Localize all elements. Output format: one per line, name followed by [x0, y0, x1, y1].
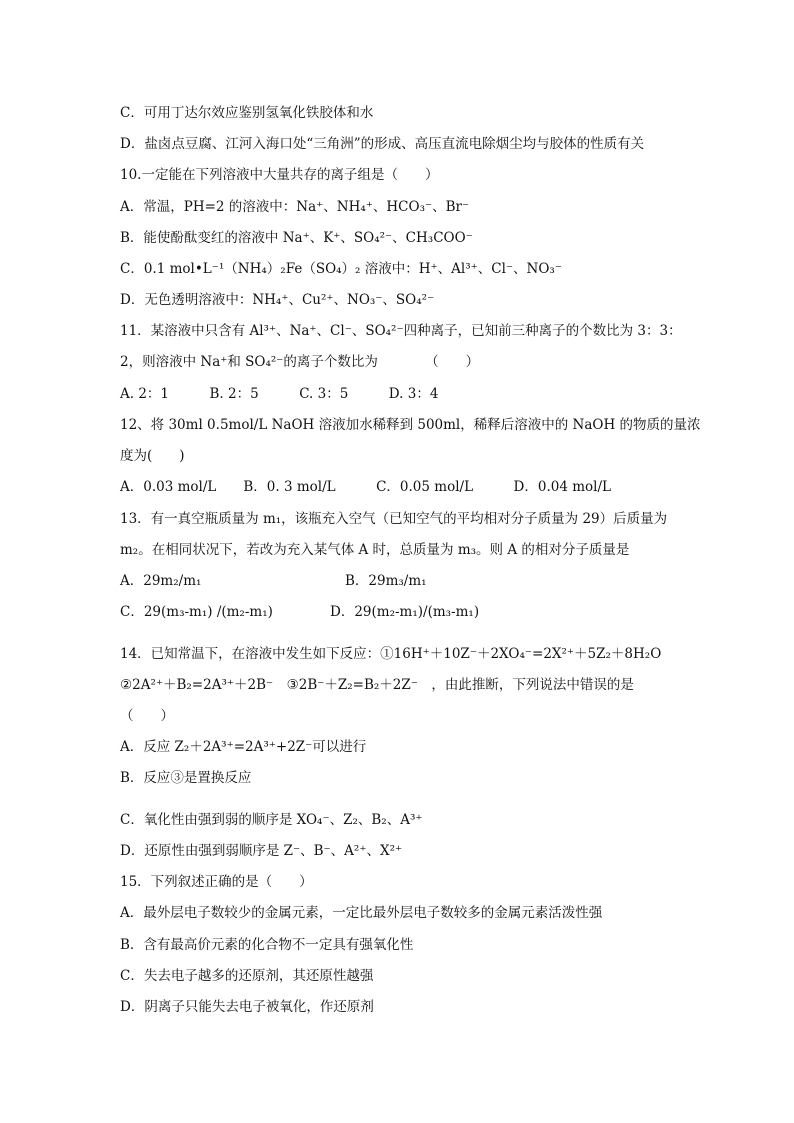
q15-option-c: C．失去电子越多的还原剂，其还原性越强 — [120, 968, 374, 984]
q11-stem-line1: 11．某溶液中只含有 Al³⁺、Na⁺、Cl⁻、SO₄²⁻四种离子，已知前三种离子的个数比为 3：3： — [120, 323, 682, 339]
q13-stem-line1: 13．有一真空瓶质量为 m₁，该瓶充入空气（已知空气的平均相对分子质量为 29）后质量为 — [120, 511, 668, 527]
q14-option-b: B．反应③是置换反应 — [120, 770, 252, 786]
q12-stem-line1: 12、将 30ml 0.5mol/L NaOH 溶液加水稀释到 500ml，稀释后溶液中的 NaOH 的物质的量浓 — [120, 417, 701, 433]
q12-stem-line2: 度为( ) — [120, 448, 185, 464]
q9-option-c: C．可用丁达尔效应鉴别氢氧化铁胶体和水 — [120, 105, 374, 121]
q13-option-a: A．29m₂/m₁ — [120, 573, 202, 589]
q15-option-a: A．最外层电子数较少的金属元素，一定比最外层电子数较多的金属元素活泼性强 — [120, 905, 603, 921]
q13-stem-line2: m₂。在相同状况下，若改为充入某气体 A 时，总质量为 m₃。则 A 的相对分子质量是 — [120, 542, 630, 558]
q15-option-b: B．含有最高价元素的化合物不一定具有强氧化性 — [120, 937, 414, 953]
q15-option-d: D．阴离子只能失去电子被氧化，作还原剂 — [120, 999, 374, 1015]
q13-option-d: D．29(m₂-m₁)/(m₃-m₁) — [330, 604, 480, 620]
q14-option-a: A．反应 Z₂＋2A³⁺=2A³⁺+2Z⁻可以进行 — [120, 739, 367, 755]
q14-option-c: C．氧化性由强到弱的顺序是 XO₄⁻、Z₂、B₂、A³⁺ — [120, 812, 423, 828]
q10-option-a: A．常温，PH=2 的溶液中：Na⁺、NH₄⁺、HCO₃⁻、Br⁻ — [120, 199, 470, 215]
q12-options: A．0.03 mol/L B．0. 3 mol/L C．0.05 mol/L D．0.04 mol/L — [120, 479, 611, 495]
q14-stem-line1: 14．已知常温下，在溶液中发生如下反应：①16H⁺＋10Z⁻＋2XO₄⁻=2X²⁺＋5Z₂＋8H₂O — [120, 646, 662, 662]
q10-option-b: B．能使酚酞变红的溶液中 Na⁺、K⁺、SO₄²⁻、CH₃COO⁻ — [120, 230, 473, 246]
q11-options: A. 2：1 B. 2：5 C. 3：5 D. 3：4 — [120, 386, 439, 402]
q14-option-d: D．还原性由强到弱顺序是 Z⁻、B⁻、A²⁺、X²⁺ — [120, 843, 403, 859]
q15-stem: 15．下列叙述正确的是（ ） — [120, 874, 313, 890]
q11-stem-line2: 2，则溶液中 Na⁺和 SO₄²⁻的离子个数比为 （ ） — [120, 354, 480, 370]
q13-option-c: C．29(m₃-m₁) /(m₂-m₁) — [120, 604, 273, 620]
q13-option-b: B．29m₃/m₁ — [345, 573, 427, 589]
q10-option-c: C．0.1 mol•L⁻¹（NH₄）₂Fe（SO₄）₂ 溶液中：H⁺、Al³⁺、Cl⁻、NO₃⁻ — [120, 261, 562, 277]
q10-option-d: D．无色透明溶液中：NH₄⁺、Cu²⁺、NO₃⁻、SO₄²⁻ — [120, 292, 435, 308]
q9-option-d: D．盐卤点豆腐、江河入海口处“三角洲”的形成、高压直流电除烟尘均与胶体的性质有关 — [120, 136, 645, 152]
q14-stem-line3: （ ） — [120, 708, 174, 724]
q14-stem-line2: ②2A²⁺＋B₂=2A³⁺＋2B⁻ ③2B⁻＋Z₂=B₂＋2Z⁻ ，由此推断，下列说法中错误的是 — [120, 677, 634, 693]
q10-stem: 10.一定能在下列溶液中大量共存的离子组是（ ） — [120, 167, 439, 183]
